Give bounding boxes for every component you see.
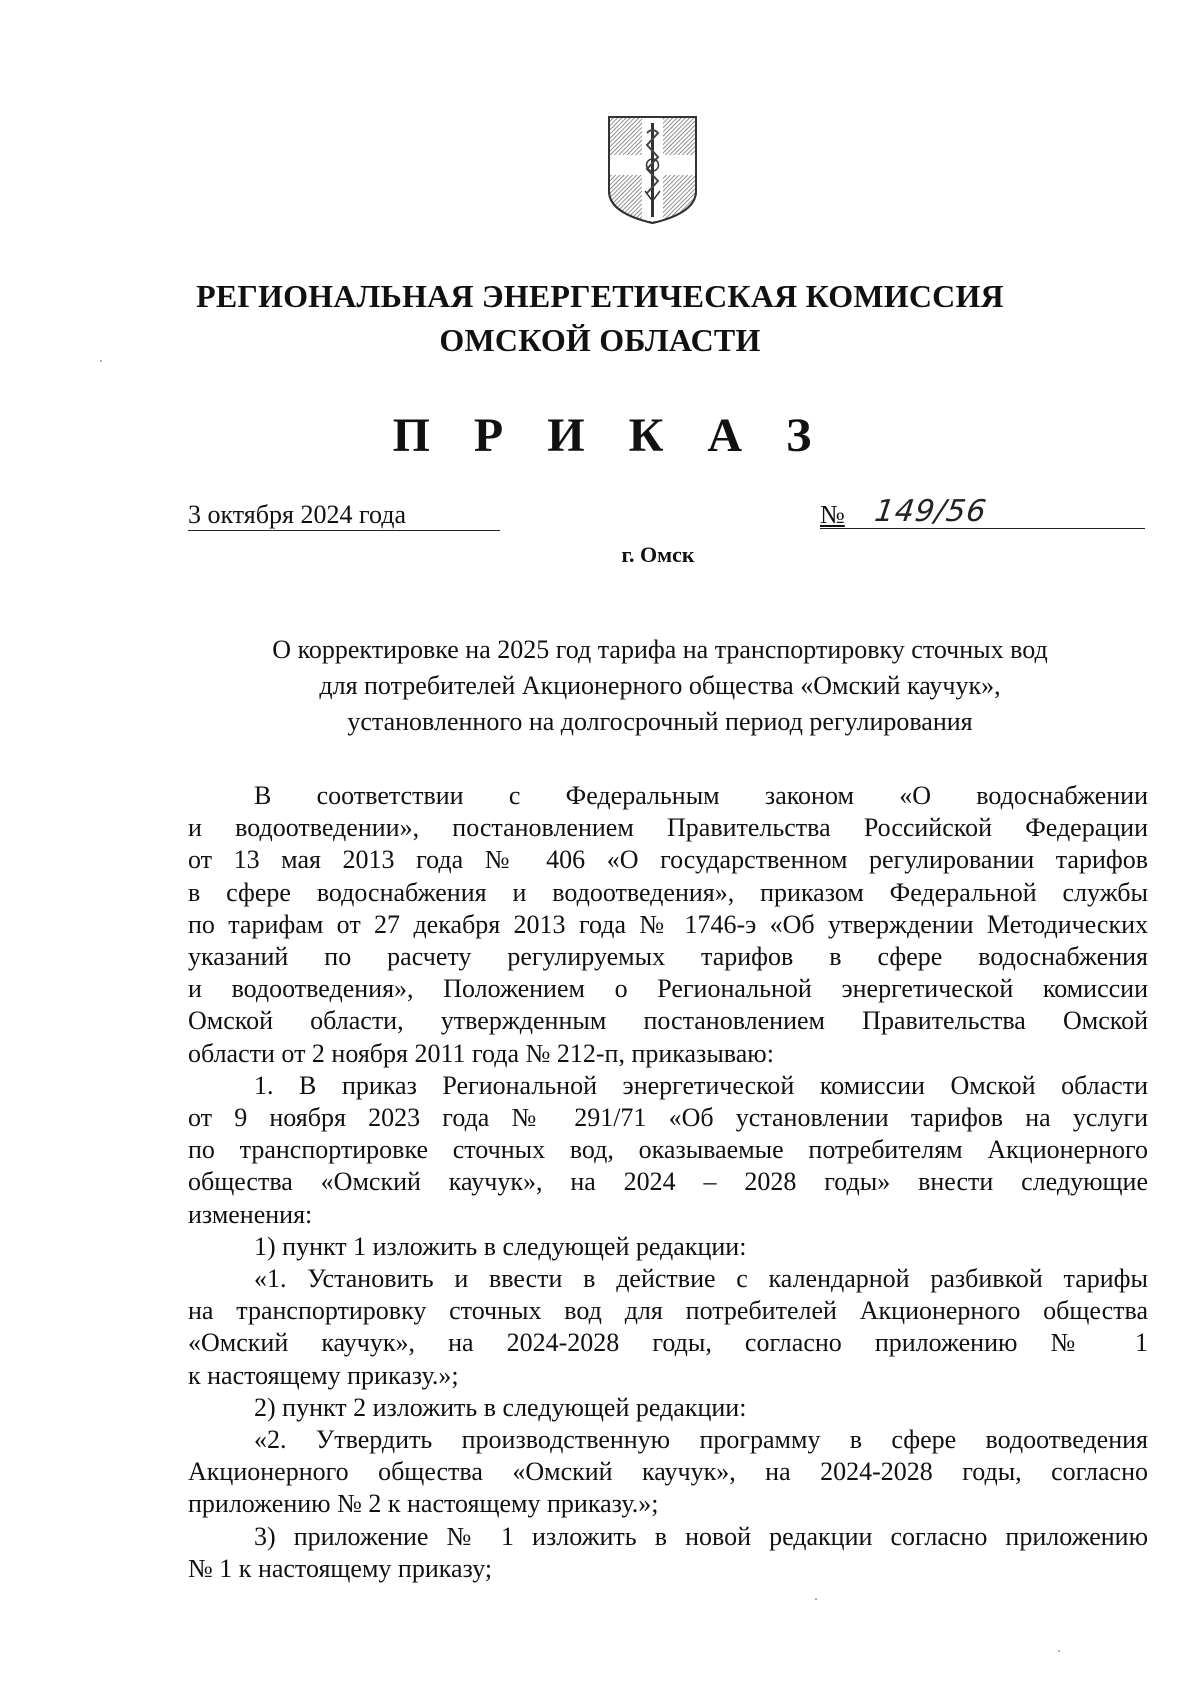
scan-speck bbox=[815, 1598, 817, 1600]
body-line: к настоящему приказу.»; bbox=[188, 1360, 459, 1390]
body-line: «2. Утвердить производственную программу в сфере водоотведения bbox=[254, 1425, 1148, 1455]
body-line: от 9 ноября 2023 года № 291/71 «Об установлении тарифов на услуги bbox=[188, 1103, 1148, 1133]
body-line: «1. Установить и ввести в действие с календарной разбивкой тарифы bbox=[254, 1264, 1148, 1294]
body-line: по транспортировке сточных вод, оказываемые потребителям Акционерного bbox=[188, 1135, 1148, 1165]
body-line: в сфере водоснабжения и водоотведения», приказом Федеральной службы bbox=[188, 877, 1148, 907]
omsk-coat-of-arms-icon bbox=[605, 113, 700, 225]
body-line: на транспортировку сточных вод для потребителей Акционерного общества bbox=[188, 1296, 1148, 1326]
document-date: 3 октября 2024 года bbox=[188, 500, 406, 529]
body-line: № 1 к настоящему приказу; bbox=[188, 1553, 493, 1583]
body-line: области от 2 ноября 2011 года № 212-п, приказываю: bbox=[188, 1038, 774, 1068]
body-line: 2) пункт 2 изложить в следующей редакции: bbox=[254, 1392, 747, 1422]
organization-name-line2: ОМСКОЙ ОБЛАСТИ bbox=[439, 322, 761, 358]
body-line: по тарифам от 27 декабря 2013 года № 1746-э «Об утверждении Методических bbox=[188, 909, 1148, 939]
subject-line: О корректировке на 2025 год тарифа на транспортировку сточных вод bbox=[272, 635, 1048, 664]
body-line: В соответствии с Федеральным законом «О водоснабжении bbox=[254, 781, 1148, 810]
body-line: изменения: bbox=[188, 1199, 313, 1229]
document-number: 149/56 bbox=[872, 494, 990, 529]
scan-speck bbox=[100, 360, 102, 362]
city: г. Омск bbox=[621, 542, 695, 567]
document-type-title: П Р И К А З bbox=[392, 409, 828, 462]
organization-name-line1: РЕГИОНАЛЬНАЯ ЭНЕРГЕТИЧЕСКАЯ КОМИССИЯ bbox=[196, 278, 1004, 314]
subject-line: установленного на долгосрочный период регулирования bbox=[347, 707, 973, 736]
body-line: 1) пункт 1 изложить в следующей редакции: bbox=[254, 1231, 747, 1261]
body-line: и водоотведении», постановлением Правительства Российской Федерации bbox=[188, 813, 1148, 843]
number-sign: № bbox=[820, 500, 845, 529]
body-line: указаний по расчету регулируемых тарифов в сфере водоснабжения bbox=[188, 942, 1148, 972]
body-line: Акционерного общества «Омский каучук», на 2024-2028 годы, согласно bbox=[188, 1457, 1148, 1487]
body-line: общества «Омский каучук», на 2024 – 2028 годы» внести следующие bbox=[188, 1167, 1148, 1197]
body-line: и водоотведения», Положением о Региональной энергетической комиссии bbox=[188, 974, 1148, 1004]
document-body bbox=[188, 780, 1148, 1585]
number-underline bbox=[820, 528, 1145, 529]
body-line: «Омский каучук», на 2024-2028 годы, согласно приложению № 1 bbox=[188, 1328, 1148, 1358]
document-subject bbox=[120, 632, 1200, 740]
scan-speck bbox=[1058, 1650, 1060, 1652]
subject-line: для потребителей Акционерного общества «Омский каучук», bbox=[319, 671, 1001, 700]
date-underline bbox=[188, 530, 500, 531]
body-line: приложению № 2 к настоящему приказу.»; bbox=[188, 1489, 659, 1519]
body-line: 3) приложение № 1 изложить в новой редакции согласно приложению bbox=[254, 1521, 1148, 1551]
body-line: от 13 мая 2013 года № 406 «О государственном регулировании тарифов bbox=[188, 845, 1148, 875]
body-line: Омской области, утвержденным постановлением Правительства Омской bbox=[188, 1006, 1148, 1036]
body-line: 1. В приказ Региональной энергетической комиссии Омской области bbox=[254, 1070, 1148, 1100]
